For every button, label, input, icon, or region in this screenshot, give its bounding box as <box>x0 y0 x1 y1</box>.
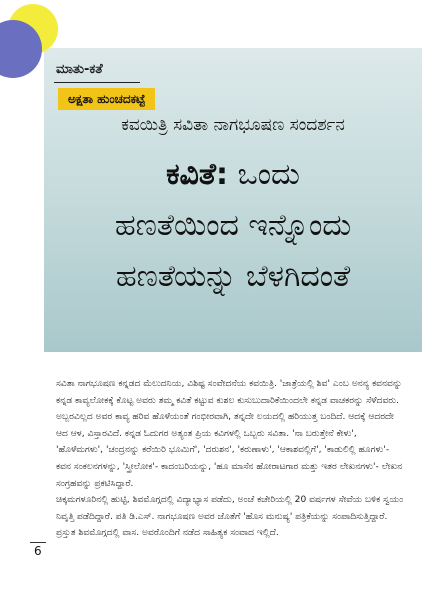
title-line-3: ಹಣತೆಯನ್ನು ಬೆಳಗಿದಂತೆ <box>115 259 351 294</box>
section-label: ಮಾತು-ಕತೆ <box>56 62 103 77</box>
page-number-rule <box>30 542 46 543</box>
title-bold-word: ಕವಿತೆ: <box>166 157 229 192</box>
page-number: 6 <box>34 544 42 558</box>
article-title <box>44 150 422 302</box>
body-paragraph-2: ಚಿಕ್ಕಮಗಳೂರಿನಲ್ಲಿ ಹುಟ್ಟಿ, ಶಿವಮೊಗ್ಗದಲ್ಲಿ ವಿದ್ಯಾಭ್ಯಾಸ ಪಡೆದು, ಅಂಚೆ ಕಚೇರಿಯಲ್ಲಿ 20 ವರ್ಷಗಳ ಸೇವೆಯ ಬಳಿಕ ಸ್ವಯಂ ನಿವೃತ್ತಿ ಪಡೆದಿದ್ದಾರೆ. ಪತಿ ಡಿ.ಎಸ್. ನಾಗಭೂಷಣ ಅವರ ಜೊತೆಗೆ 'ಹೊಸ ಮನುಷ್ಯ' ಪತ್ರಿಕೆಯನ್ನು ಸಂಪಾದಿಸುತ್ತಿದ್ದಾರೆ. ಪ್ರಸ್ತುತ ಶಿವಮೊಗ್ಗದಲ್ಲಿ ವಾಸ. ಅವರೊಂದಿಗೆ ನಡೆದ ಸಾಹಿತ್ಯಕ ಸಂವಾದ ಇಲ್ಲಿದೆ. <box>56 495 404 539</box>
article-body <box>56 376 406 542</box>
body-paragraph-1: ಸವಿತಾ ನಾಗಭೂಷಣ ಕನ್ನಡದ ಮೆಲುದನಿಯ, ವಿಶಿಷ್ಟ ಸಂವೇದನೆಯ ಕವಯಿತ್ರಿ. 'ಜಾತ್ರೆಯಲ್ಲಿ ಶಿವ' ಎಂಬ ಅನನ್ಯ ಕವನವನ್ನು ಕನ್ನಡ ಕಾವ್ಯಲೋಕಕ್ಕೆ ಕೊಟ್ಟ ಅವರು ತಮ್ಮ ಕವಿತೆ ಕಟ್ಟುವ ಕುಶಲ ಕುಸುಬುದಾರಿಕೆಯಿಂದಲೇ ಕನ್ನಡ ವಾಚಕರನ್ನು ಸೆಳೆದವರು. ಅಬ್ಬರವಿಲ್ಲದ ಅವರ ಕಾವ್ಯ ಹರಿವ ಹೊಳೆಯಂತೆ ಗಂಭೀರವಾಗಿ, ತನ್ನದೇ ಲಯದಲ್ಲಿ ಹರಿಯುತ್ತ ಬಂದಿದೆ. ಆದಕ್ಕೆ ಆದರದೇ ಆದ ಆಳ, ವಿಸ್ತಾರವಿದೆ. ಕನ್ನಡ ಓದುಗರ ಅತ್ಯಂತ ಪ್ರಿಯ ಕವಿಗಳಲ್ಲಿ ಒಬ್ಬರು ಸವಿತಾ. 'ನಾ ಬರುತ್ತೇನೆ ಕೇಳು', 'ಹೊಳೆಮಗಳು', 'ಚಂದ್ರನನ್ನು ಕರೆಯಿರಿ ಭೂಮಿಗೆ', 'ದರುಶನ', 'ಕರುಣಾಳು', 'ಆಕಾಶವಲ್ಲಿಗೆ', 'ಕಾಡುಲಿಲ್ಲಿ ಹೂಗಳು'- ಕವನ ಸಂಕಲನಗಳನ್ನು, 'ಸ್ತ್ರೀಲೋಕ'- ಕಾದಂಬರಿಯನ್ನು, 'ಹೂ ಮಾಸೆನ ಹೋರಾಟಗಾರ ಮತ್ತು ಇತರ ಲೇಖನಗಳು'- ಲೇಖನ ಸಂಗ್ರಹವನ್ನು ಪ್ರಕಟಿಸಿದ್ದಾರೆ. <box>56 379 403 489</box>
section-divider <box>54 82 140 83</box>
author-badge: ಅಕ್ಷತಾ ಹುಂಚದಕಟ್ಟೆ <box>58 88 155 110</box>
interview-subtitle: ಕವಯಿತ್ರಿ ಸವಿತಾ ನಾಗಭೂಷಣ ಸಂದರ್ಶನ <box>121 115 345 135</box>
title-line-2: ಹಣತೆಯಿಂದ ಇನ್ನೊಂದು <box>114 208 352 243</box>
title-word: ಒಂದು <box>237 157 300 192</box>
title-line-1 <box>44 150 422 200</box>
